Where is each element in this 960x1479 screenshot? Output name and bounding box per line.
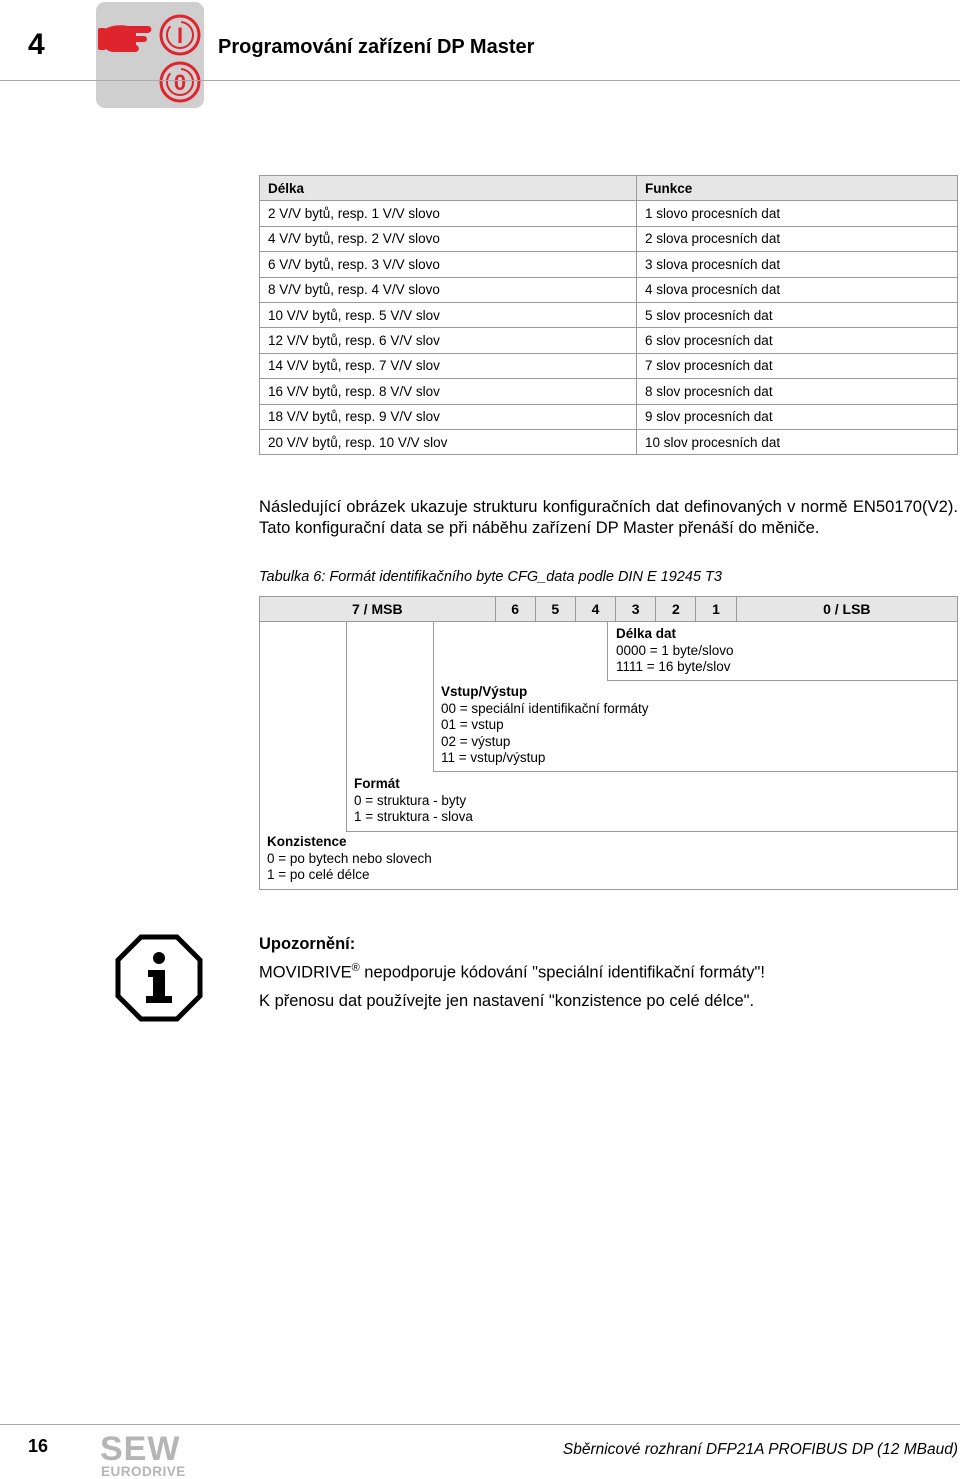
length-cell: 10 V/V bytů, resp. 5 V/V slov	[260, 302, 637, 327]
length-field-line: 0000 = 1 byte/slovo	[616, 642, 734, 658]
logo-bottom-text: EURODRIVE	[101, 1464, 186, 1478]
function-cell: 5 slov procesních dat	[637, 302, 958, 327]
function-cell: 2 slova procesních dat	[637, 226, 958, 251]
consistency-field-title: Konzistence	[267, 834, 347, 849]
length-field-line: 1111 = 16 byte/slov	[616, 659, 731, 674]
io-field-line: 02 = výstup	[441, 733, 511, 749]
bit-header-cell: 5	[535, 597, 575, 622]
format-field-line: 1 = struktura - slova	[354, 809, 473, 824]
io-field-line: 01 = vstup	[441, 717, 504, 732]
function-cell: 7 slov procesních dat	[637, 353, 958, 378]
format-field-title: Formát	[354, 776, 400, 791]
table-header-row	[260, 176, 958, 201]
bit-header-cell: 2	[656, 597, 696, 622]
note-line-1	[259, 962, 765, 983]
consistency-field-block	[267, 834, 432, 884]
io-field-line: 11 = vstup/výstup	[441, 750, 546, 765]
bit-header-cell: 0 / LSB	[736, 597, 957, 622]
length-cell: 20 V/V bytů, resp. 10 V/V slov	[260, 429, 637, 454]
logo-top-text: SEW	[100, 1430, 181, 1468]
note-line-2: K přenosu dat používejte jen nastavení "konzistence po celé délce".	[259, 992, 755, 1010]
table-row	[260, 252, 958, 277]
length-cell: 8 V/V bytů, resp. 4 V/V slovo	[260, 277, 637, 302]
bit-header-cell: 1	[696, 597, 736, 622]
table-caption: Tabulka 6: Formát identifikačního byte CFG_data podle DIN E 19245 T3	[259, 569, 722, 585]
length-cell: 2 V/V bytů, resp. 1 V/V slovo	[260, 201, 637, 226]
note-line-1-text: nepodporuje kódování "speciální identifikační formáty"!	[359, 963, 765, 982]
io-field-line: 00 = speciální identifikační formáty	[441, 700, 649, 716]
format-field-block	[354, 776, 473, 826]
bit-header-cell: 7 / MSB	[260, 597, 496, 622]
hand-pointer-icon	[96, 2, 204, 108]
registered-mark: ®	[351, 962, 360, 974]
chapter-number: 4	[28, 28, 45, 61]
function-cell: 4 slova procesních dat	[637, 277, 958, 302]
io-field-title: Vstup/Výstup	[441, 684, 528, 699]
bit-header-cell: 6	[495, 597, 535, 622]
footer-divider	[0, 1424, 960, 1425]
function-cell: 10 slov procesních dat	[637, 429, 958, 454]
consistency-field-line: 0 = po bytech nebo slovech	[267, 850, 432, 866]
bit-header-row	[259, 596, 958, 622]
table-row	[260, 353, 958, 378]
footer-document-title: Sběrnicové rozhraní DFP21A PROFIBUS DP (12 MBaud)	[562, 1441, 958, 1458]
length-field-block	[616, 626, 733, 676]
page-number: 16	[28, 1436, 49, 1456]
info-icon	[115, 934, 203, 1022]
intro-paragraph: Následující obrázek ukazuje strukturu konfiguračních dat definovaných v normě EN50170(V2). Tato konfigurační data se při náběhu zařízení DP Master přenáší do měniče.	[259, 497, 958, 537]
table-row	[260, 429, 958, 454]
function-cell: 9 slov procesních dat	[637, 404, 958, 429]
io-field-block	[441, 684, 648, 767]
table-row	[260, 379, 958, 404]
on-off-icon	[96, 2, 204, 108]
length-cell: 14 V/V bytů, resp. 7 V/V slov	[260, 353, 637, 378]
function-cell: 6 slov procesních dat	[637, 328, 958, 353]
format-field-line: 0 = struktura - byty	[354, 792, 467, 808]
function-cell: 1 slovo procesních dat	[637, 201, 958, 226]
bit-header-cell: 3	[616, 597, 656, 622]
consistency-field-line: 1 = po celé délce	[267, 867, 370, 882]
chapter-title: Programování zařízení DP Master	[218, 36, 535, 58]
header-divider	[0, 80, 960, 81]
table-row	[260, 277, 958, 302]
function-cell: 3 slova procesních dat	[637, 252, 958, 277]
icon-off-label: 0	[173, 70, 187, 95]
length-cell: 12 V/V bytů, resp. 6 V/V slov	[260, 328, 637, 353]
column-header: Funkce	[637, 176, 958, 201]
length-cell: 6 V/V bytů, resp. 3 V/V slovo	[260, 252, 637, 277]
function-cell: 8 slov procesních dat	[637, 379, 958, 404]
length-cell: 16 V/V bytů, resp. 8 V/V slov	[260, 379, 637, 404]
table-row	[260, 302, 958, 327]
note-title: Upozornění:	[259, 935, 356, 953]
note-brand: MOVIDRIVE	[259, 963, 352, 982]
sew-eurodrive-logo	[100, 1430, 212, 1478]
table-row	[260, 404, 958, 429]
table-row	[260, 201, 958, 226]
column-header: Délka	[260, 176, 637, 201]
length-cell: 4 V/V bytů, resp. 2 V/V slovo	[260, 226, 637, 251]
table-row	[260, 328, 958, 353]
length-cell: 18 V/V bytů, resp. 9 V/V slov	[260, 404, 637, 429]
length-field-title: Délka dat	[616, 626, 677, 641]
length-function-table	[259, 175, 958, 455]
icon-on-label: I	[176, 23, 184, 48]
table-row	[260, 226, 958, 251]
bit-header-cell: 4	[575, 597, 615, 622]
